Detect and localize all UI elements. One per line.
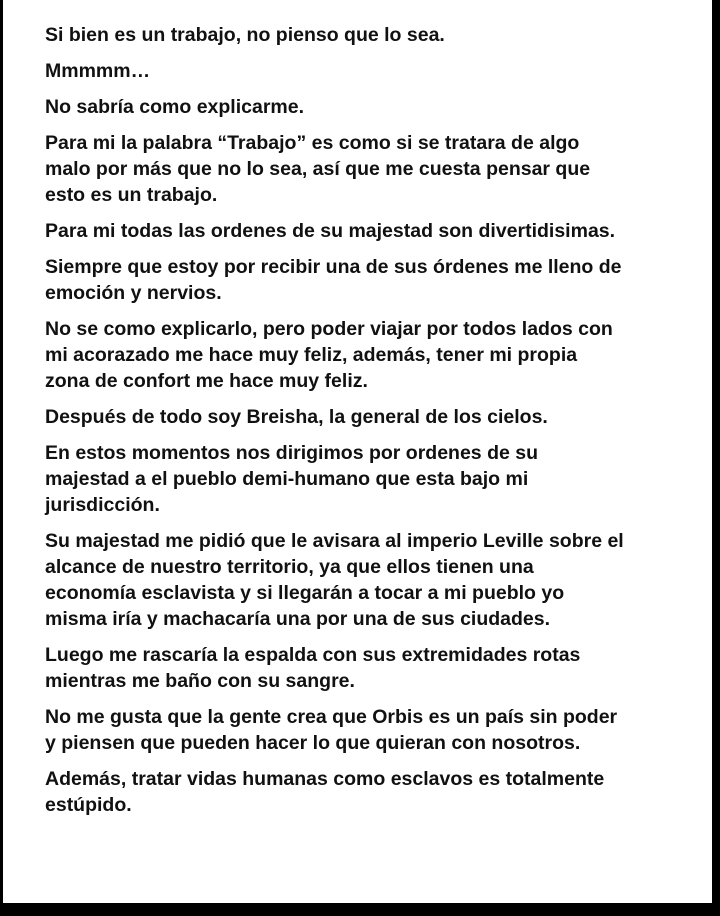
document-text xyxy=(45,22,624,828)
text-line: Después de todo soy Breisha, la general de los cielos. xyxy=(45,406,548,428)
text-line: esto es un trabajo. xyxy=(45,184,218,206)
text-line: mientras me baño con su sangre. xyxy=(45,670,355,692)
paragraph xyxy=(45,254,624,306)
paragraph xyxy=(45,766,624,818)
text-line: Su majestad me pidió que le avisara al imperio Leville sobre el xyxy=(45,530,624,552)
text-line: Luego me rascaría la espalda con sus extremidades rotas xyxy=(45,644,581,666)
text-line: misma iría y machacaría una por una de sus ciudades. xyxy=(45,608,551,630)
text-line: No me gusta que la gente crea que Orbis es un país sin poder xyxy=(45,706,618,728)
text-line: zona de confort me hace muy feliz. xyxy=(45,370,368,392)
text-line: majestad a el pueblo demi-humano que esta bajo mi xyxy=(45,468,529,490)
text-line: emoción y nervios. xyxy=(45,282,222,304)
paragraph xyxy=(45,528,624,632)
text-line: Mmmmm… xyxy=(45,60,151,82)
text-line: mi acorazado me hace muy feliz, además, tener mi propia xyxy=(45,344,578,366)
paragraph xyxy=(45,218,624,244)
paragraph xyxy=(45,316,624,394)
text-line: En estos momentos nos dirigimos por ordenes de su xyxy=(45,442,539,464)
paragraph xyxy=(45,404,624,430)
paragraph xyxy=(45,94,624,120)
paragraph xyxy=(45,58,624,84)
text-line: alcance de nuestro territorio, ya que ellos tienen una xyxy=(45,556,534,578)
paragraph xyxy=(45,440,624,518)
page xyxy=(3,0,712,903)
paragraph xyxy=(45,704,624,756)
text-line: economía esclavista y si llegarán a tocar a mi pueblo yo xyxy=(45,582,565,604)
paragraph xyxy=(45,130,624,208)
text-line: No sabría como explicarme. xyxy=(45,96,305,118)
text-line: y piensen que pueden hacer lo que quieran con nosotros. xyxy=(45,732,581,754)
text-line: No se como explicarlo, pero poder viajar por todos lados con xyxy=(45,318,613,340)
paragraph xyxy=(45,642,624,694)
paragraph xyxy=(45,22,624,48)
text-line: jurisdicción. xyxy=(45,494,160,516)
text-line: estúpido. xyxy=(45,794,132,816)
text-line: malo por más que no lo sea, así que me cuesta pensar que xyxy=(45,158,591,180)
text-line: Siempre que estoy por recibir una de sus órdenes me lleno de xyxy=(45,256,622,278)
text-line: Si bien es un trabajo, no pienso que lo sea. xyxy=(45,24,445,46)
text-line: Para mi la palabra “Trabajo” es como si se tratara de algo xyxy=(45,132,580,154)
text-line: Además, tratar vidas humanas como esclavos es totalmente xyxy=(45,768,605,790)
text-line: Para mi todas las ordenes de su majestad son divertidisimas. xyxy=(45,220,616,242)
